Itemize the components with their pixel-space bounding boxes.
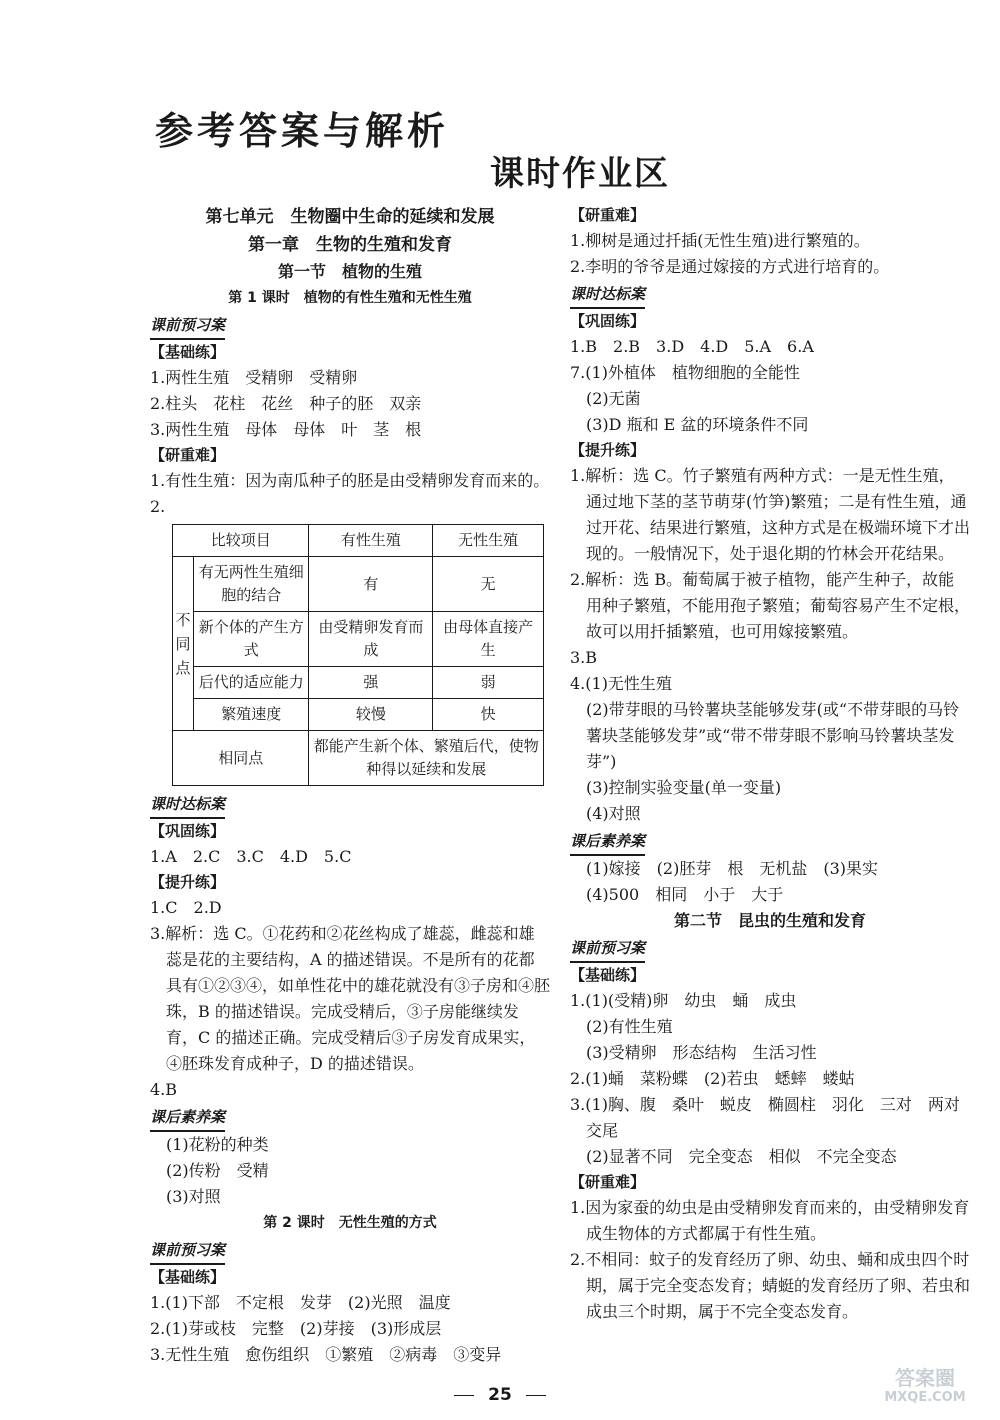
key-difficulty-heading: 【研重难】 — [570, 206, 646, 224]
table-cell: 繁殖速度 — [194, 699, 309, 731]
answer-paragraph: 3.(1)胸、腹 桑叶 蜕皮 椭圆柱 羽化 三对 两对 交尾 — [570, 1095, 976, 1140]
answer-line: 7.(1)外植体 植物细胞的全能性 — [570, 363, 800, 382]
pre-study-case-heading: 课前预习案 — [150, 313, 225, 340]
pre-study-case-heading: 课前预习案 — [150, 1238, 225, 1265]
answer-line: 1.两性生殖 受精卵 受精卵 — [150, 368, 358, 387]
table-cell: 相同点 — [173, 731, 309, 786]
table-row — [173, 557, 544, 612]
basic-practice-heading: 【基础练】 — [150, 343, 226, 361]
answer-line: 1.(1)(受精)卵 幼虫 蛹 成虫 — [570, 991, 797, 1010]
left-column — [150, 203, 550, 1368]
page-subtitle: 课时作业区 — [490, 154, 670, 194]
answer-line: (2)无菌 — [586, 389, 641, 408]
key-difficulty-heading: 【研重难】 — [570, 1173, 646, 1191]
answer-line: 1.B 2.B 3.D 4.D 5.A 6.A — [570, 337, 814, 356]
table-header-cell: 无性生殖 — [433, 525, 544, 557]
answer-line: 2.李明的爷爷是通过嫁接的方式进行培育的。 — [570, 257, 890, 276]
table-cell: 强 — [309, 667, 433, 699]
answer-paragraph: 1.因为家蚕的幼虫是由受精卵发育而来的，由受精卵发育成生物体的方式都属于有性生殖。 — [570, 1198, 970, 1243]
consolidation-heading: 【巩固练】 — [570, 312, 646, 330]
right-column — [570, 203, 976, 1325]
table-cell: 弱 — [433, 667, 544, 699]
lesson-heading: 第 2 课时 无性生殖的方式 — [263, 1215, 437, 1231]
pre-study-case-heading: 课前预习案 — [570, 936, 645, 963]
after-class-case-heading: 课后素养案 — [570, 829, 645, 856]
answer-line: 3.B — [570, 648, 598, 667]
table-cell: 后代的适应能力 — [194, 667, 309, 699]
answer-line: 1.(1)下部 不定根 发芽 (2)光照 温度 — [150, 1293, 451, 1312]
table-cell: 快 — [433, 699, 544, 731]
answer-line: (2)传粉 受精 — [166, 1161, 269, 1180]
table-cell: 由受精卵发育而成 — [309, 612, 433, 667]
answer-line: (3)受精卵 形态结构 生活习性 — [586, 1043, 817, 1062]
page-number — [0, 1385, 1000, 1405]
improvement-heading: 【提升练】 — [150, 873, 226, 891]
answer-line: 2. — [150, 497, 166, 516]
table-cell: 较慢 — [309, 699, 433, 731]
answer-line: 4.(1)无性生殖 — [570, 674, 672, 693]
answer-line: 3.两性生殖 母体 母体 叶 茎 根 — [150, 420, 422, 439]
answer-paragraph: 1.有性生殖：因为南瓜种子的胚是由受精卵发育而来的。 — [150, 471, 550, 490]
table-row — [173, 612, 544, 667]
table-cell: 由母体直接产生 — [433, 612, 544, 667]
watermark-text: 答案圈 — [895, 1366, 955, 1390]
page-title: 参考答案与解析 — [155, 109, 450, 153]
lesson-heading: 第 1 课时 植物的有性生殖和无性生殖 — [228, 290, 472, 306]
answer-line: (4)对照 — [586, 804, 641, 823]
table-vertical-label: 不同点 — [173, 557, 194, 731]
class-standard-case-heading: 课时达标案 — [150, 792, 225, 819]
answer-line: (1)花粉的种类 — [166, 1135, 269, 1154]
answer-line: 1.柳树是通过扦插(无性生殖)进行繁殖的。 — [570, 231, 870, 250]
answer-line: 1.A 2.C 3.C 4.D 5.C — [150, 847, 352, 866]
key-difficulty-heading: 【研重难】 — [150, 446, 226, 464]
table-row — [173, 731, 544, 786]
page-number-dash — [454, 1395, 474, 1396]
answer-line: 4.B — [150, 1080, 178, 1099]
answer-line: (3)D 瓶和 E 盆的环境条件不同 — [586, 415, 809, 434]
answer-line: (1)嫁接 (2)胚芽 根 无机盐 (3)果实 — [586, 859, 878, 878]
table-cell: 有 — [309, 557, 433, 612]
basic-practice-heading: 【基础练】 — [150, 1268, 226, 1286]
page-number-dash — [526, 1395, 546, 1396]
answer-line: 3.无性生殖 愈伤组织 ①繁殖 ②病毒 ③变异 — [150, 1345, 502, 1364]
chapter-heading: 第一章 生物的生殖和发育 — [248, 235, 452, 255]
consolidation-heading: 【巩固练】 — [150, 822, 226, 840]
table-cell: 新个体的产生方式 — [194, 612, 309, 667]
answer-paragraph: (2)带芽眼的马铃薯块茎能够发芽(或“不带芽眼的马铃薯块茎能够发芽”或“带不带芽眼不影响马铃薯块茎发芽”) — [586, 700, 960, 771]
answer-paragraph: 2.解析：选 B。葡萄属于被子植物，能产生种子，故能用种子繁殖，不能用孢子繁殖；葡萄容易产生不定根，故可以用扦插繁殖，也可用嫁接繁殖。 — [570, 570, 971, 641]
table-row — [173, 699, 544, 731]
table-row — [173, 667, 544, 699]
answer-line: 2.(1)芽或枝 完整 (2)芽接 (3)形成层 — [150, 1319, 442, 1338]
answer-line: 1.C 2.D — [150, 898, 222, 917]
unit-heading: 第七单元 生物圈中生命的延续和发展 — [205, 207, 495, 227]
comparison-table — [172, 524, 544, 786]
answer-paragraph: 2.不相同：蚊子的发育经历了卵、幼虫、蛹和成虫四个时期，属于完全变态发育；蜻蜓的发育经历了卵、若虫和成虫三个时期，属于不完全变态发育。 — [570, 1250, 971, 1321]
table-cell: 有无两性生殖细胞的结合 — [194, 557, 309, 612]
section-heading: 第二节 昆虫的生殖和发育 — [673, 911, 866, 930]
answer-paragraph: 3.解析：选 C。①花药和②花丝构成了雄蕊，雌蕊和雄蕊是花的主要结构，A 的描述错误。不是所有的花都具有①②③④，如单性花中的雄花就没有③子房和④胚珠，B 的描述错误。完成受精后，③子房能继续发育，C 的描述正确。完成受精后③子房发育成果实，④胚珠发育成种子，D 的描述错误。 — [150, 924, 551, 1073]
answer-line: (3)对照 — [166, 1187, 221, 1206]
table-cell: 无 — [433, 557, 544, 612]
answer-line: (4)500 相同 小于 大于 — [586, 885, 784, 904]
page-number-text: 25 — [488, 1385, 512, 1405]
table-header-row — [173, 525, 544, 557]
answer-line: 2.(1)蛹 菜粉蝶 (2)若虫 蟋蟀 蝼蛄 — [570, 1069, 855, 1088]
watermark-url: MXQE.COM — [884, 1390, 966, 1405]
class-standard-case-heading: 课时达标案 — [570, 282, 645, 309]
section-heading: 第一节 植物的生殖 — [277, 262, 422, 281]
answer-line: (3)控制实验变量(单一变量) — [586, 778, 782, 797]
table-cell: 都能产生新个体、繁殖后代，使物种得以延续和发展 — [309, 731, 544, 786]
improvement-heading: 【提升练】 — [570, 441, 646, 459]
answer-line: (2)显著不同 完全变态 相似 不完全变态 — [586, 1147, 897, 1166]
answer-line: 2.柱头 花柱 花丝 种子的胚 双亲 — [150, 394, 422, 413]
table-header-cell: 有性生殖 — [309, 525, 433, 557]
basic-practice-heading: 【基础练】 — [570, 966, 646, 984]
after-class-case-heading: 课后素养案 — [150, 1105, 225, 1132]
table-header-cell: 比较项目 — [173, 525, 309, 557]
watermark-logo — [860, 1368, 990, 1412]
answer-paragraph: 1.解析：选 C。竹子繁殖有两种方式：一是无性生殖，通过地下茎的茎节萌芽(竹笋)繁殖；二是有性生殖，通过开花、结果进行繁殖，这种方式是在极端环境下才出现的。一般情况下，处于退化期的竹林会开花结果。 — [570, 466, 971, 563]
answer-line: (2)有性生殖 — [586, 1017, 673, 1036]
